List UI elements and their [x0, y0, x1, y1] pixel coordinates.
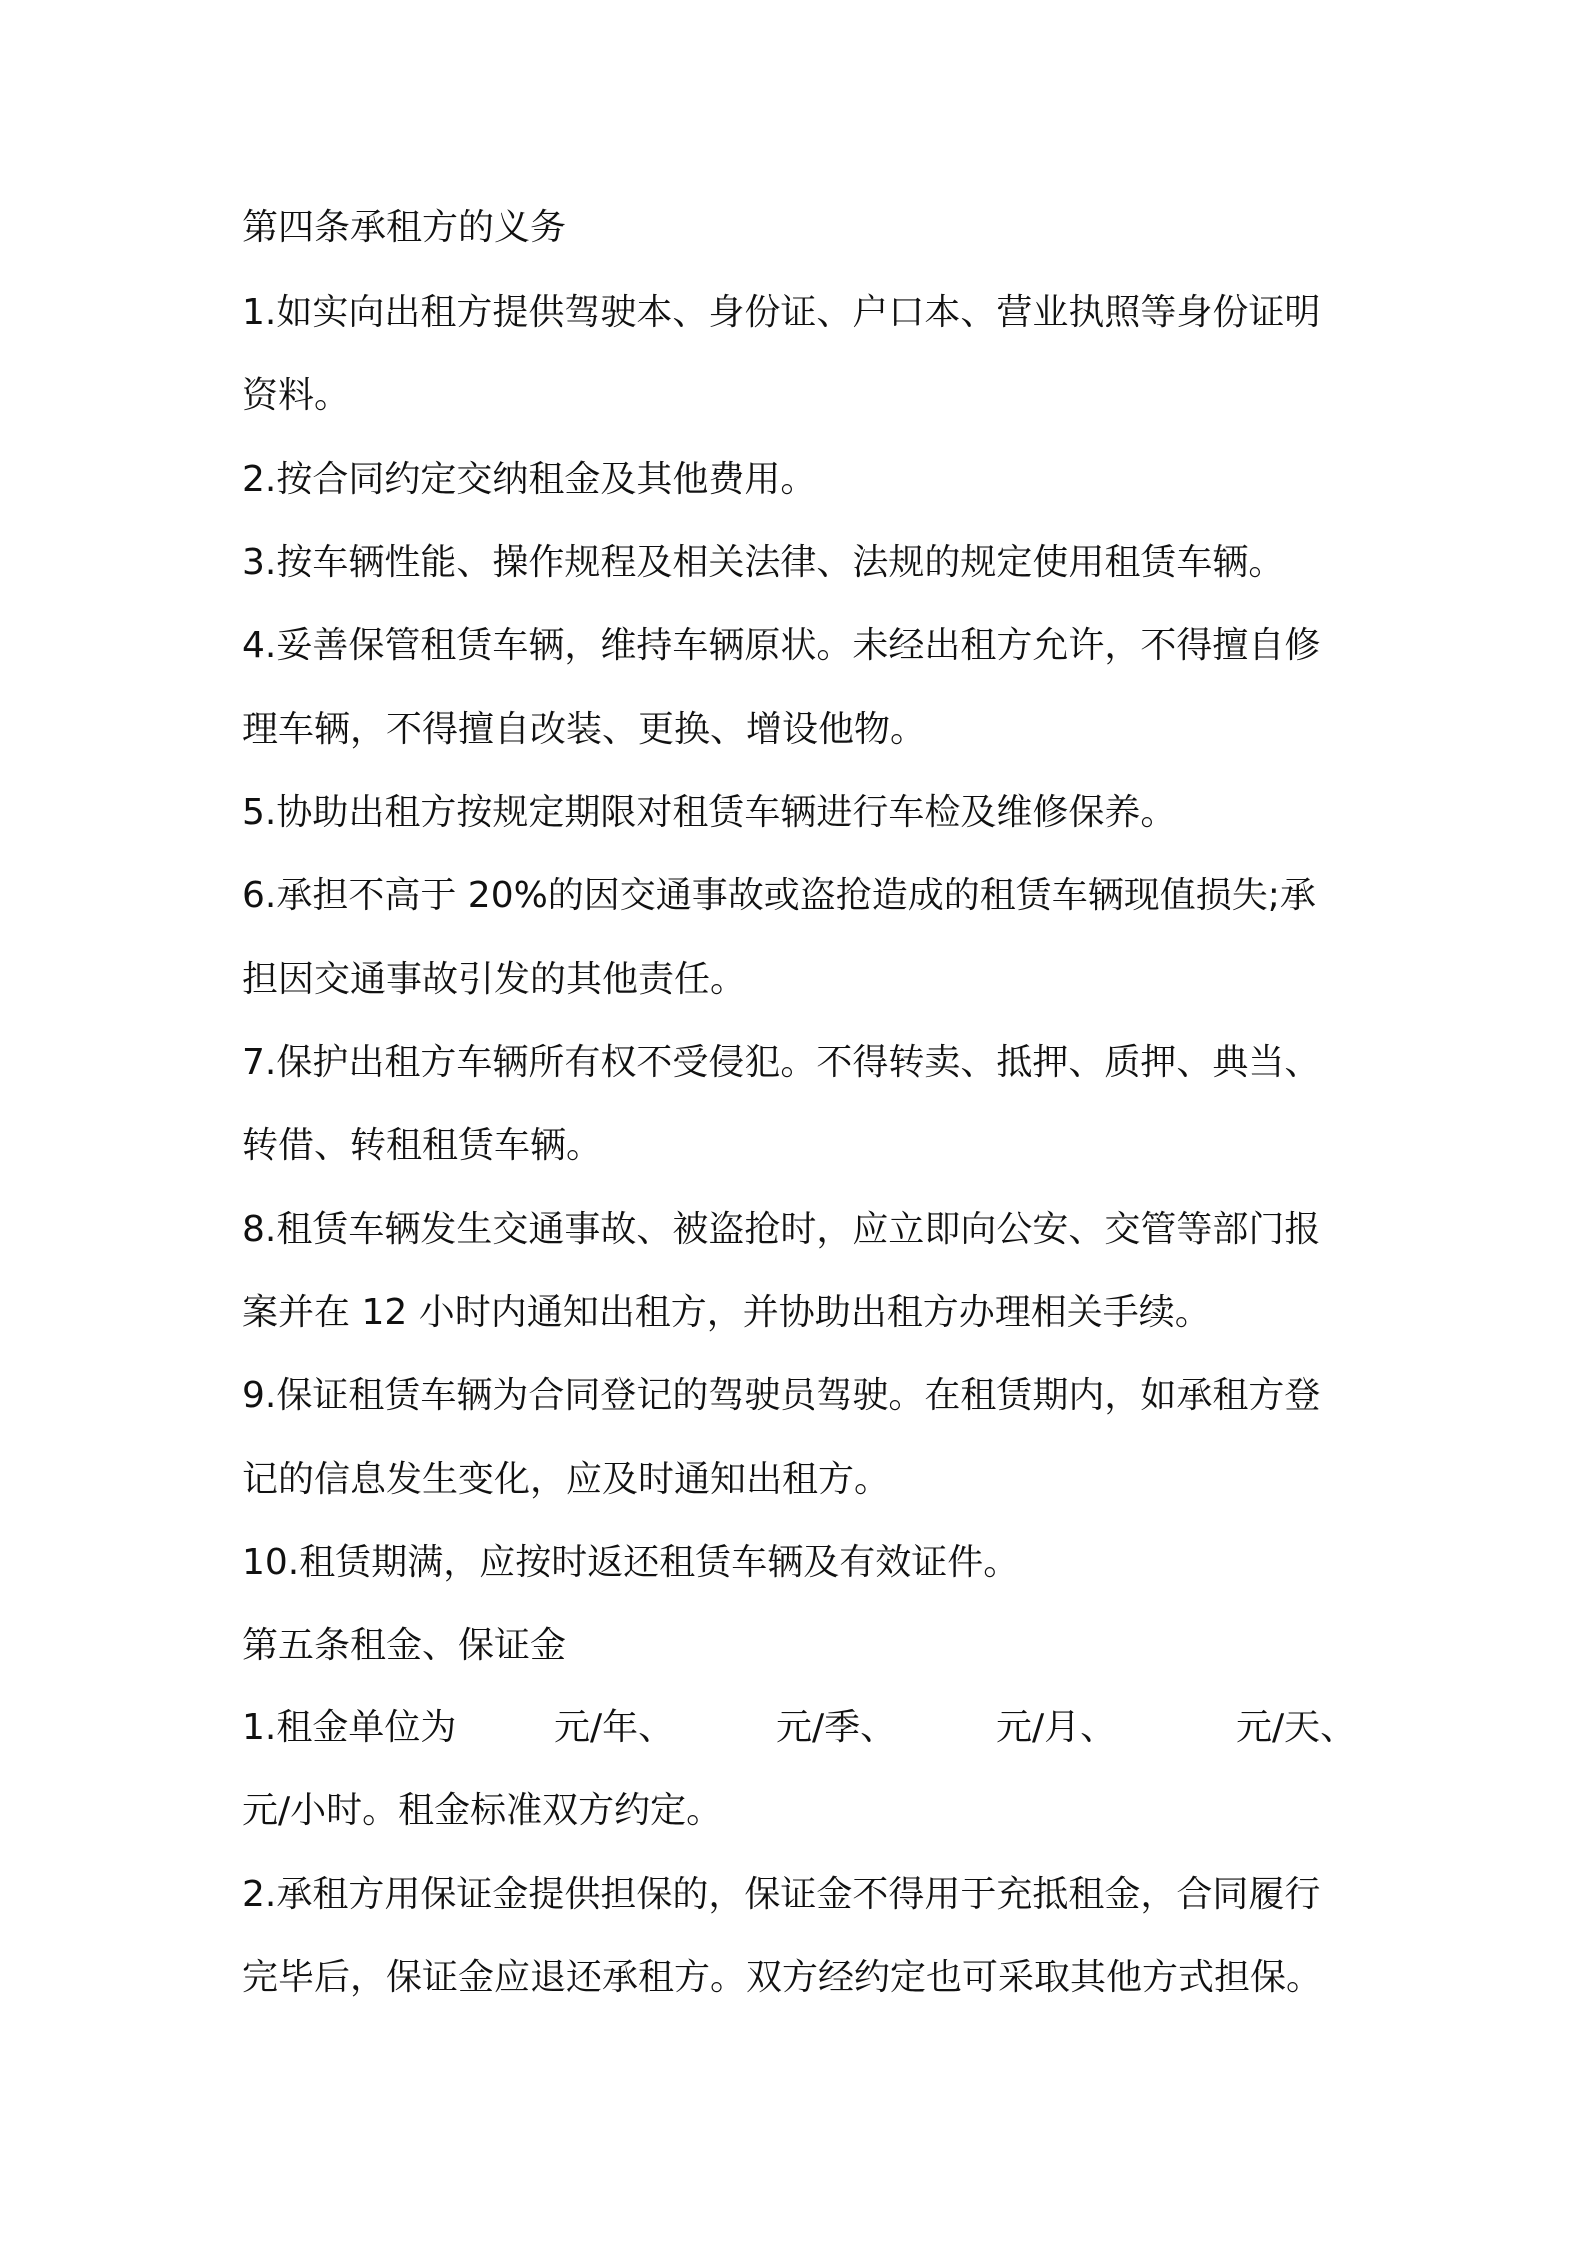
article4-item-8-line1: 8.租赁车辆发生交通事故、被盗抢时，应立即向公安、交管等部门报 — [242, 1209, 1321, 1250]
article4-item-7-line1: 7.保护出租方车辆所有权不受侵犯。不得转卖、抵押、质押、典当、 — [242, 1042, 1321, 1083]
article4-item-8-line2: 案并在 12 小时内通知出租方，并协助出租方办理相关手续。 — [242, 1292, 1211, 1333]
deposit-line-2: 完毕后，保证金应退还承租方。双方经约定也可采取其他方式担保。 — [242, 1957, 1323, 1998]
article5-title: 第五条租金、保证金 — [242, 1625, 567, 1666]
article4-item-1-line1: 1.如实向出租方提供驾驶本、身份证、户口本、营业执照等身份证明 — [242, 292, 1321, 333]
article4-item-4-line1: 4.妥善保管租赁车辆，维持车辆原状。未经出租方允许，不得擅自修 — [242, 625, 1321, 666]
article4-title: 第四条承租方的义务 — [242, 207, 567, 248]
article4-item-7-line2: 转借、转租租赁车辆。 — [242, 1125, 603, 1166]
article4-item-6-line1: 6.承担不高于 20%的因交通事故或盗抢造成的租赁车辆现值损失;承 — [242, 875, 1316, 916]
rent-unit-year: 元/年、 — [554, 1707, 675, 1748]
article4-item-4-line2: 理车辆，不得擅自改装、更换、增设他物。 — [242, 709, 927, 750]
article4-item-9-line2: 记的信息发生变化，应及时通知出租方。 — [242, 1459, 891, 1500]
article4-item-1-line2: 资料。 — [242, 375, 351, 416]
rent-line-2: 元/小时。租金标准双方约定。 — [242, 1790, 723, 1831]
article4-item-10: 10.租赁期满，应按时返还租赁车辆及有效证件。 — [242, 1542, 1020, 1583]
rent-unit-quarter: 元/季、 — [776, 1707, 897, 1748]
article4-item-9-line1: 9.保证租赁车辆为合同登记的驾驶员驾驶。在租赁期内，如承租方登 — [242, 1375, 1321, 1416]
article4-item-3: 3.按车辆性能、操作规程及相关法律、法规的规定使用租赁车辆。 — [242, 542, 1285, 583]
rent-unit-month: 元/月、 — [996, 1707, 1117, 1748]
article4-item-2: 2.按合同约定交纳租金及其他费用。 — [242, 459, 817, 500]
article4-item-5: 5.协助出租方按规定期限对租赁车辆进行车检及维修保养。 — [242, 792, 1177, 833]
rent-unit-day: 元/天、 — [1236, 1707, 1357, 1748]
rent-unit-label: 1.租金单位为 — [242, 1707, 457, 1748]
article4-item-6-line2: 担因交通事故引发的其他责任。 — [242, 959, 747, 1000]
deposit-line-1: 2.承租方用保证金提供担保的，保证金不得用于充抵租金，合同履行 — [242, 1874, 1321, 1915]
